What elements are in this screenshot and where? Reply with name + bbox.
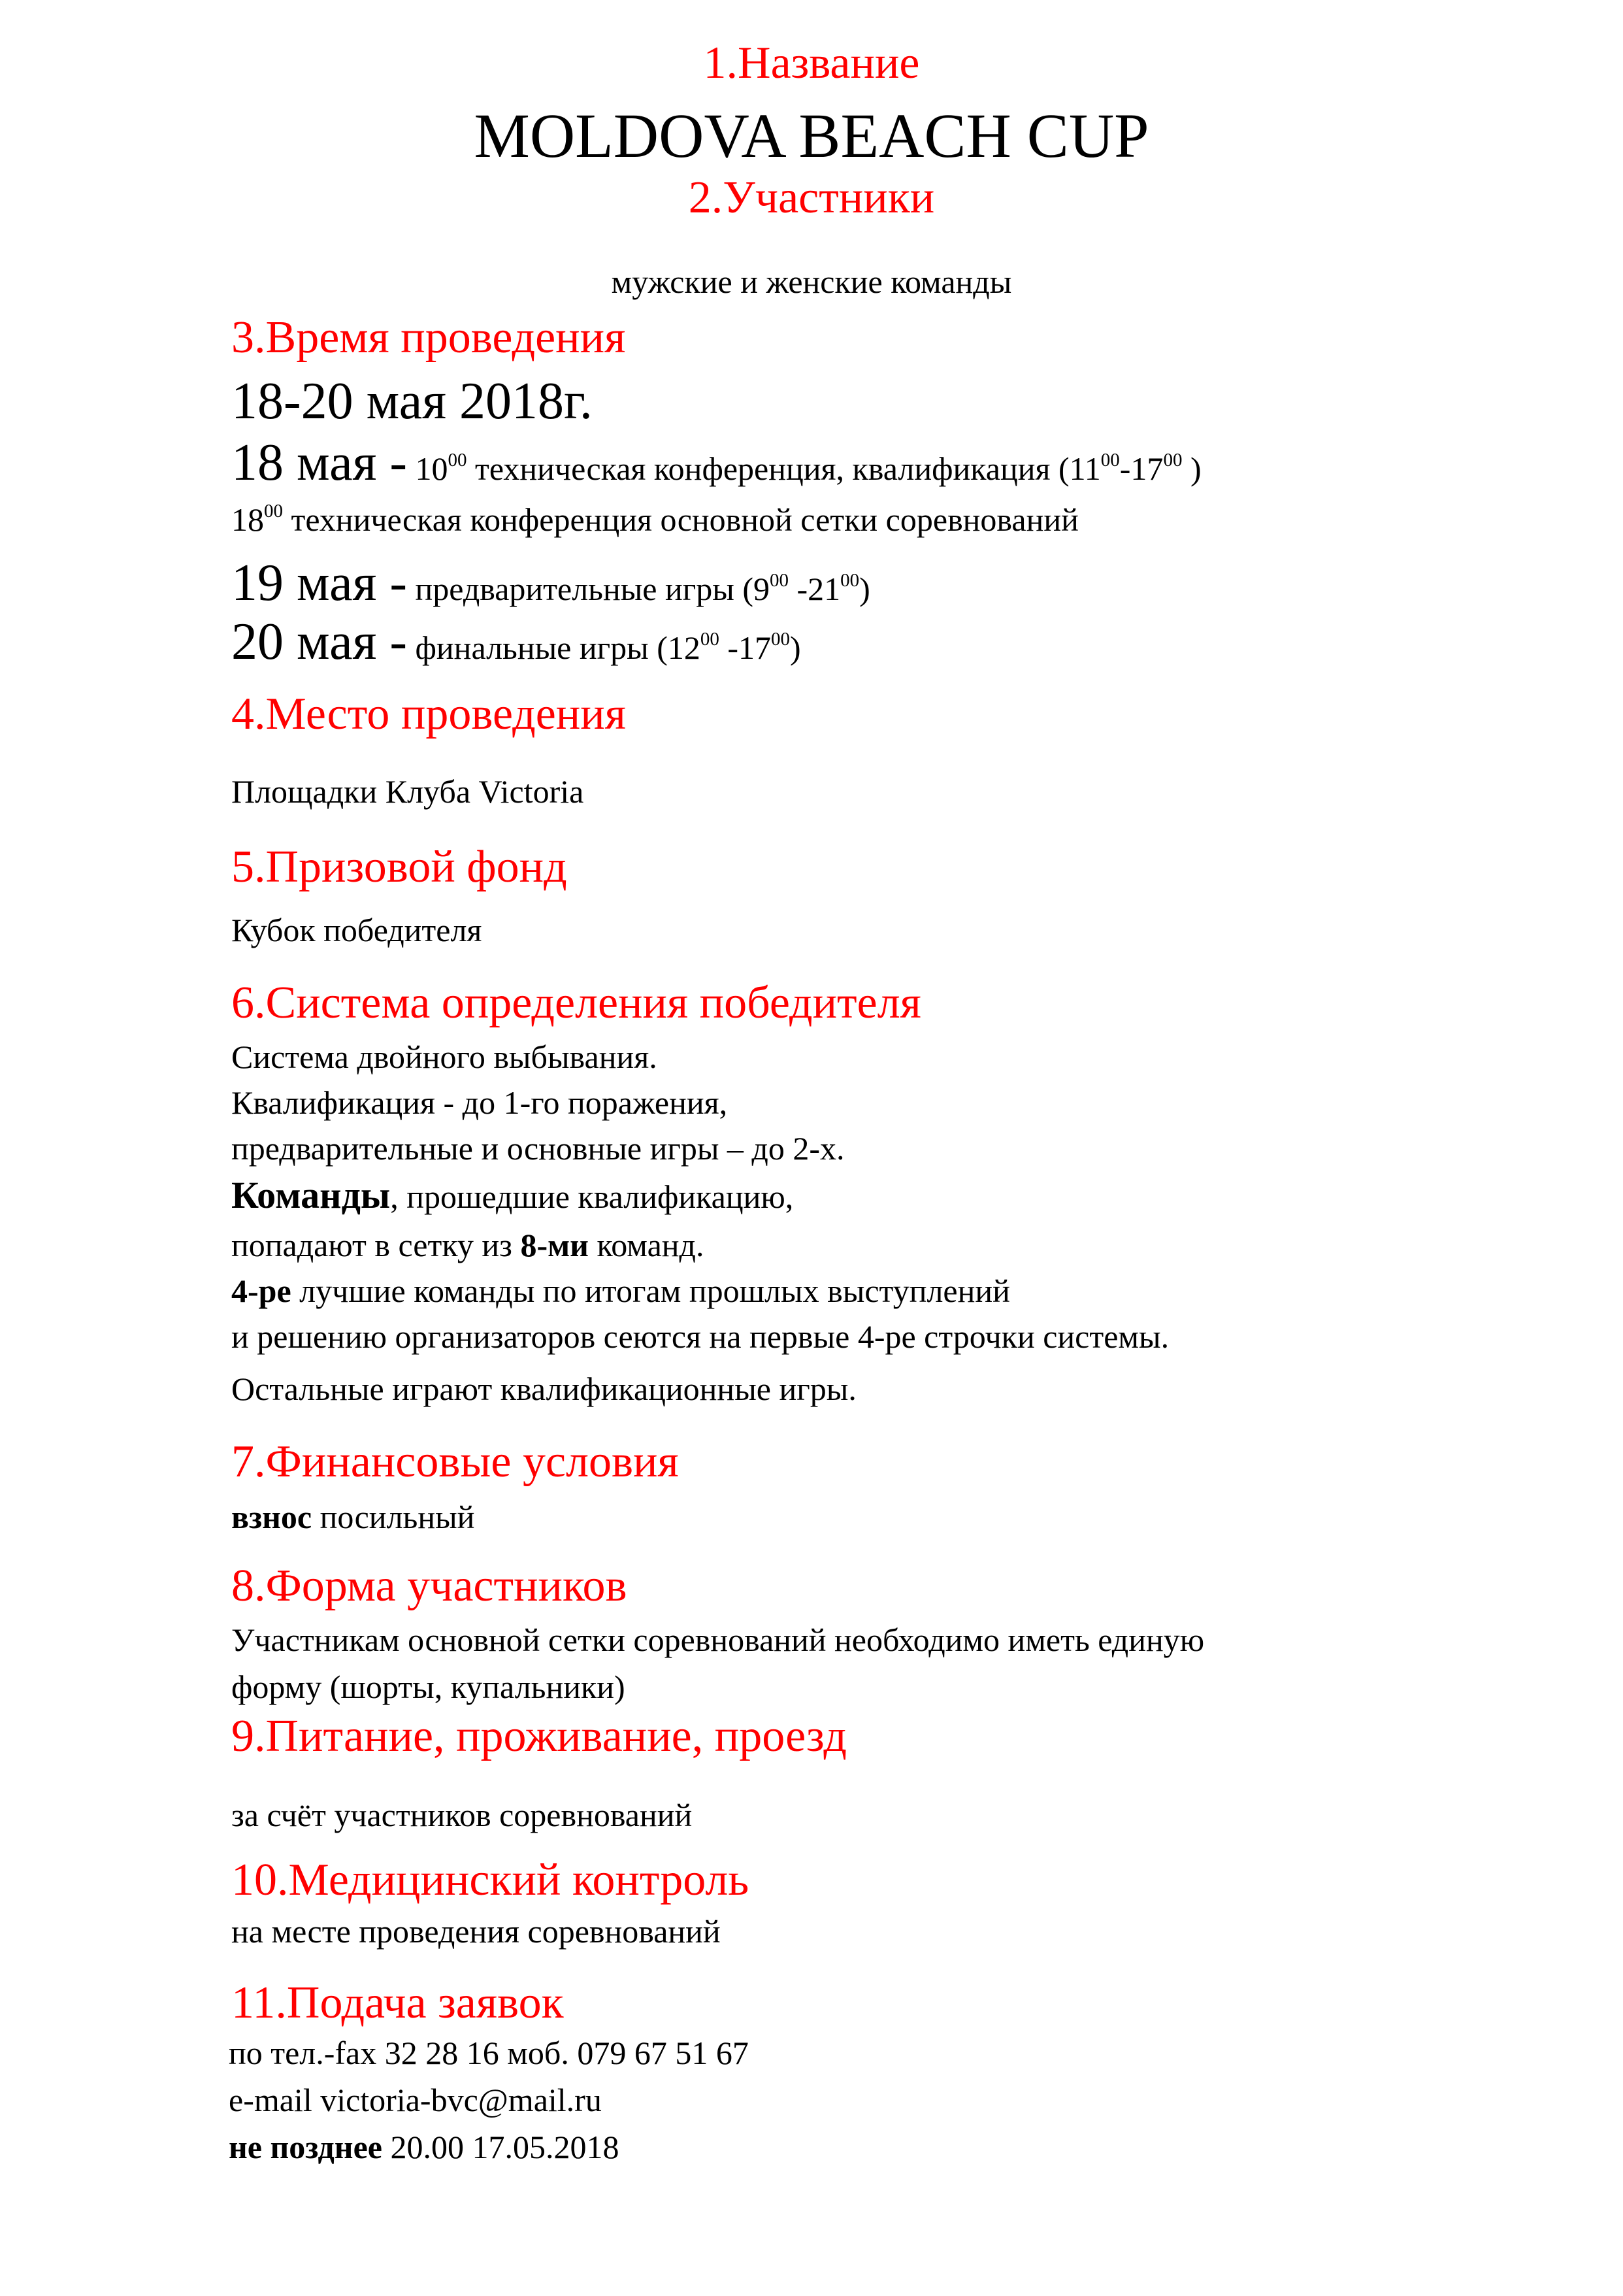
schedule-text: предварительные игры (9	[407, 571, 770, 607]
schedule-day-18-label: 18 мая -	[231, 434, 408, 491]
system-line-4	[231, 1176, 793, 1214]
schedule-day-20-label: 20 мая -	[231, 613, 408, 671]
system-teams-bold: Команды	[231, 1174, 391, 1216]
venue-text: Площадки Клуба Victoria	[231, 773, 584, 810]
system-line-5-a: попадают в сетку из	[231, 1227, 521, 1263]
schedule-time-sup: 00	[1163, 450, 1183, 471]
apply-deadline-rest: 20.00 17.05.2018	[382, 2129, 619, 2165]
section-8-heading: 8.Форма участников	[231, 1561, 627, 1611]
section-9-heading: 9.Питание, проживание, проезд	[231, 1711, 847, 1761]
section-3-heading: 3.Время проведения	[231, 312, 626, 363]
schedule-time-sup: 00	[448, 450, 467, 471]
system-line-6-rest: лучшие команды по итогам прошлых выступлений	[291, 1273, 1010, 1309]
schedule-text: )	[790, 629, 801, 666]
finance-text	[231, 1501, 474, 1533]
section-4-heading: 4.Место проведения	[231, 689, 626, 739]
schedule-evening-18	[231, 503, 1079, 536]
system-line-8: Остальные играют квалификационные игры.	[231, 1371, 857, 1407]
schedule-time-sup: 00	[840, 570, 860, 591]
schedule-time-sup: 00	[771, 629, 791, 650]
uniform-line-2: форму (шорты, купальники)	[231, 1669, 625, 1705]
food-text: за счёт участников соревнований	[231, 1797, 693, 1833]
system-line-6	[231, 1274, 1010, 1307]
system-line-1: Система двойного выбывания.	[231, 1039, 657, 1075]
schedule-time-sup: 00	[700, 629, 719, 650]
medical-text: на месте проведения соревнований	[231, 1913, 721, 1950]
schedule-text: -21	[789, 571, 841, 607]
finance-rest: посильный	[312, 1499, 475, 1535]
participants-text: мужские и женские команды	[611, 263, 1012, 300]
system-line-4-rest: , прошедшие квалификацию,	[390, 1178, 794, 1215]
apply-email: e-mail victoria-bvc@mail.ru	[229, 2082, 602, 2118]
schedule-text: техническая конференция основной сетки соревнований	[283, 501, 1079, 538]
schedule-day-19-label: 19 мая -	[231, 554, 408, 612]
schedule-text: -17	[719, 629, 772, 666]
apply-deadline-bold: не позднее	[229, 2129, 382, 2165]
section-6-heading: 6.Система определения победителя	[231, 978, 921, 1028]
prize-text: Кубок победителя	[231, 912, 482, 948]
apply-phone: по тел.-fax 32 28 16 моб. 079 67 51 67	[229, 2035, 749, 2071]
apply-deadline	[229, 2131, 619, 2163]
schedule-text: техническая конференция, квалификация (11	[467, 450, 1101, 487]
section-2-heading: 2.Участники	[688, 173, 935, 223]
schedule-time-sup: 00	[264, 501, 283, 522]
system-line-5	[231, 1229, 704, 1261]
schedule-day-20	[231, 613, 801, 671]
schedule-text: )	[859, 571, 870, 607]
system-eight-bold: 8-ми	[520, 1227, 589, 1263]
schedule-time-sup: 00	[1100, 450, 1120, 471]
section-5-heading: 5.Призовой фонд	[231, 842, 567, 892]
system-four-bold: 4-ре	[231, 1273, 291, 1309]
section-11-heading: 11.Подача заявок	[231, 1978, 564, 2028]
schedule-day-19	[231, 554, 870, 612]
schedule-time: 10	[415, 450, 448, 487]
uniform-line-1: Участникам основной сетки соревнований необходимо иметь единую	[231, 1622, 1205, 1658]
page-title: MOLDOVA BEACH CUP	[474, 101, 1149, 171]
schedule-text: -17	[1119, 450, 1164, 487]
section-1-heading: 1.Название	[703, 38, 920, 88]
system-line-2: Квалификация - до 1-го поражения,	[231, 1084, 728, 1121]
system-line-3: предварительные и основные игры – до 2-х.	[231, 1130, 845, 1167]
schedule-text: финальные игры (12	[407, 629, 700, 666]
section-10-heading: 10.Медицинский контроль	[231, 1855, 749, 1905]
system-line-5-b: команд.	[588, 1227, 704, 1263]
schedule-day-18	[231, 434, 1202, 491]
schedule-time-sup: 00	[770, 570, 789, 591]
schedule-time: 18	[231, 501, 264, 538]
schedule-text: )	[1182, 450, 1202, 487]
section-7-heading: 7.Финансовые условия	[231, 1437, 679, 1487]
system-line-7: и решению организаторов сеются на первые 4-ре строчки системы.	[231, 1318, 1170, 1355]
finance-fee-bold: взнос	[231, 1499, 312, 1535]
event-dates: 18-20 мая 2018г.	[231, 373, 593, 430]
